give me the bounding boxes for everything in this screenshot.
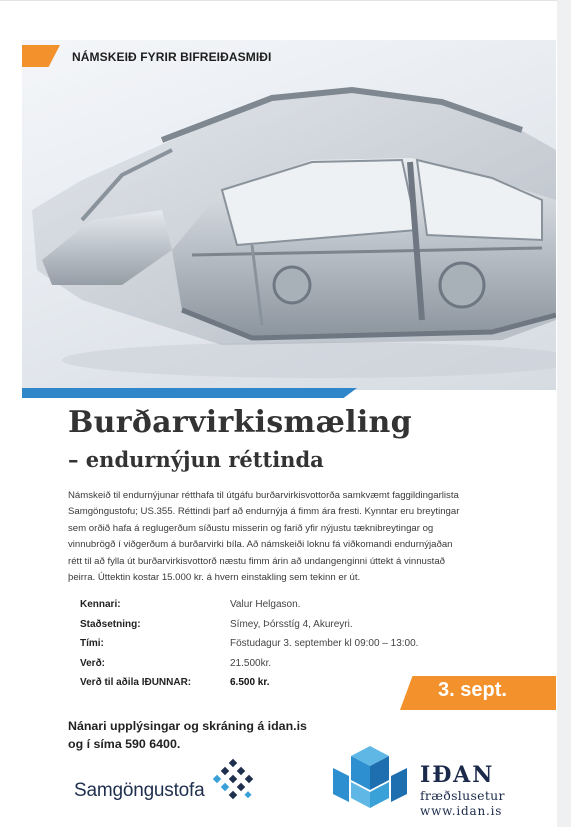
contact-info xyxy=(68,717,307,753)
page-right-edge xyxy=(557,0,571,827)
info-value: Símey, Þórsstíg 4, Akureyri. xyxy=(230,618,353,630)
info-label: Tími: xyxy=(80,638,104,649)
description-line: Námskeið til endurnýjunar rétthafa til útgáfu burðarvirkisvottorða samkvæmt faggildingarlista xyxy=(68,490,459,501)
description-text xyxy=(68,488,530,586)
idan-url: www.idan.is xyxy=(420,804,503,818)
date-badge: 3. sept. xyxy=(438,679,507,701)
idan-logo-name: IÐAN xyxy=(420,762,495,788)
info-label: Staðsetning: xyxy=(80,618,141,630)
info-row-instructor xyxy=(80,597,500,617)
page-subtitle: – endurnýjun réttinda xyxy=(68,447,324,472)
contact-line-phone: og í síma 590 6400. xyxy=(68,737,181,751)
idan-logo-icon xyxy=(327,744,413,810)
page-top-edge xyxy=(0,0,571,9)
info-row-time xyxy=(80,636,500,656)
info-value: 6.500 kr. xyxy=(230,677,270,688)
description-line: vinnubrögð í viðgerðum á burðarvirki bíla. Að námskeiði loknu fá viðkomandi endurnýjaðan xyxy=(68,539,453,551)
description-line: Samgöngustofu; US.355. Réttindi þarf að endurnýja á fimm ára fresti. Kynntar eru breytingar xyxy=(68,506,460,518)
info-label: Verð: xyxy=(80,657,106,669)
page-title: Burðarvirkismæling xyxy=(68,405,412,440)
samgongustofa-logo-text: Samgöngustofa xyxy=(74,780,205,801)
info-label: Verð til aðila IÐUNNAR: xyxy=(80,677,192,688)
car-body-frame-image xyxy=(22,70,556,390)
blue-accent-bar xyxy=(22,388,357,398)
info-value: 21.500kr. xyxy=(230,657,272,669)
description-line: sem orðið hafa á reglugerðum síðustu misserin og farið yfir nýjustu tæknibreytingar og xyxy=(68,522,434,534)
samgongustofa-logo-icon xyxy=(212,758,254,800)
info-row-price xyxy=(80,656,500,676)
info-value: Valur Helgason. xyxy=(230,599,301,610)
idan-logo-subtitle: fræðslusetur xyxy=(420,788,505,803)
description-line: þeirra. Úttektin kostar 15.000 kr. á hvern einstakling sem tekinn er út. xyxy=(68,572,361,584)
info-label: Kennari: xyxy=(80,599,121,610)
description-line: rétt til að fylla út burðarvirkisvottorð næstu fimm árin að undangenginni úttekt á vinnustað xyxy=(68,555,446,567)
course-tag: NÁMSKEIÐ FYRIR BIFREIÐASMIÐI xyxy=(72,50,272,64)
info-value: Föstudagur 3. september kl 09:00 – 13:00. xyxy=(230,638,419,649)
info-row-location xyxy=(80,617,500,637)
contact-line-registration: Nánari upplýsingar og skráning á idan.is xyxy=(68,719,307,733)
